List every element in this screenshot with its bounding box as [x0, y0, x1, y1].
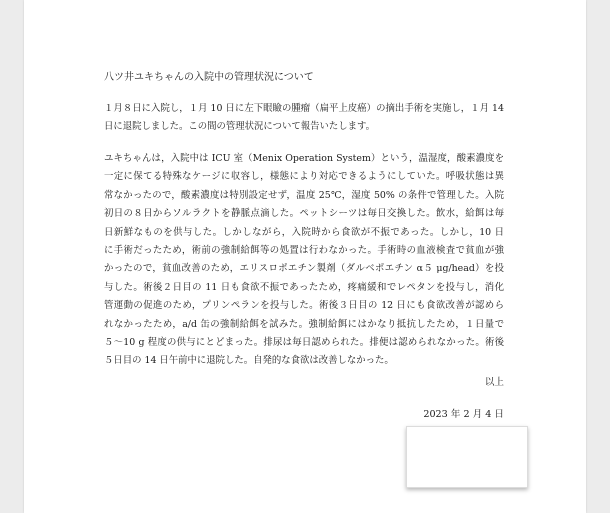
document-date: 2023 年 2 月 4 日	[423, 409, 504, 420]
paragraph-line: 日新鮮なものを供与した。しかしながら，入院時から食欲が不振であった。しかし，10 日	[104, 226, 504, 238]
document-title: 八ツ井ユキちゃんの入院中の管理状況について	[104, 72, 314, 83]
document-page	[24, 0, 586, 513]
paragraph-line: 一定に保てる特殊なケージに収容し，様態により対応できるようにしていた。呼吸状態は異	[104, 171, 504, 183]
paragraph-line: に手術だったため，術前の強制給餌等の処置は行わなかった。手術時の血液検査で貧血が強	[104, 245, 504, 257]
paragraph-line: れなかったため，a/d 缶の強制給餌を試みた。強制給餌にはかなり抵抗したため，１日量で	[104, 318, 504, 330]
paragraph-line: ５～10 g 程度の供与にとどまった。排尿は毎日認められた。排便は認められなかった。術後	[104, 337, 504, 349]
paragraph-line: ユキちゃんは，入院中は ICU 室（Menix Operation System）という，温湿度，酸素濃度を	[104, 153, 504, 164]
intro-paragraph	[104, 100, 504, 137]
paragraph-line: 初日の８日からソルラクトを静脈点滴した。ペットシーツは毎日交換した。飲水，給餌は毎	[104, 208, 504, 220]
paragraph-line: 常なかったので，酸素濃度は特別設定せず，温度 25℃，湿度 50% の条件で管理した。入院	[104, 189, 504, 201]
closing-mark: 以上	[484, 377, 504, 388]
management-report-paragraph	[104, 150, 504, 371]
paragraph-line: 与した。術後２日目の 11 日も食欲不振であったため，疼痛緩和でレペタンを投与し，消化	[104, 281, 504, 293]
paragraph-line: ５日目の 14 日午前中に退院した。自発的な食欲は改善しなかった。	[104, 355, 394, 367]
paragraph-line: １月８日に入院し，１月 10 日に左下眼瞼の腫瘤（扁平上皮癌）の摘出手術を実施し，１月 14	[104, 103, 504, 114]
paragraph-line: かったので，貧血改善のため，エリスロポエチン製剤（ダルベポエチン α５ μg/head）を投	[104, 263, 504, 275]
signature-box	[406, 426, 528, 488]
paragraph-line: 管運動の促進のため，プリンペランを投与した。術後３日目の 12 日にも食欲改善が認めら	[104, 300, 504, 312]
paragraph-line: 日に退院しました。この間の管理状況について報告いたします。	[104, 121, 375, 133]
